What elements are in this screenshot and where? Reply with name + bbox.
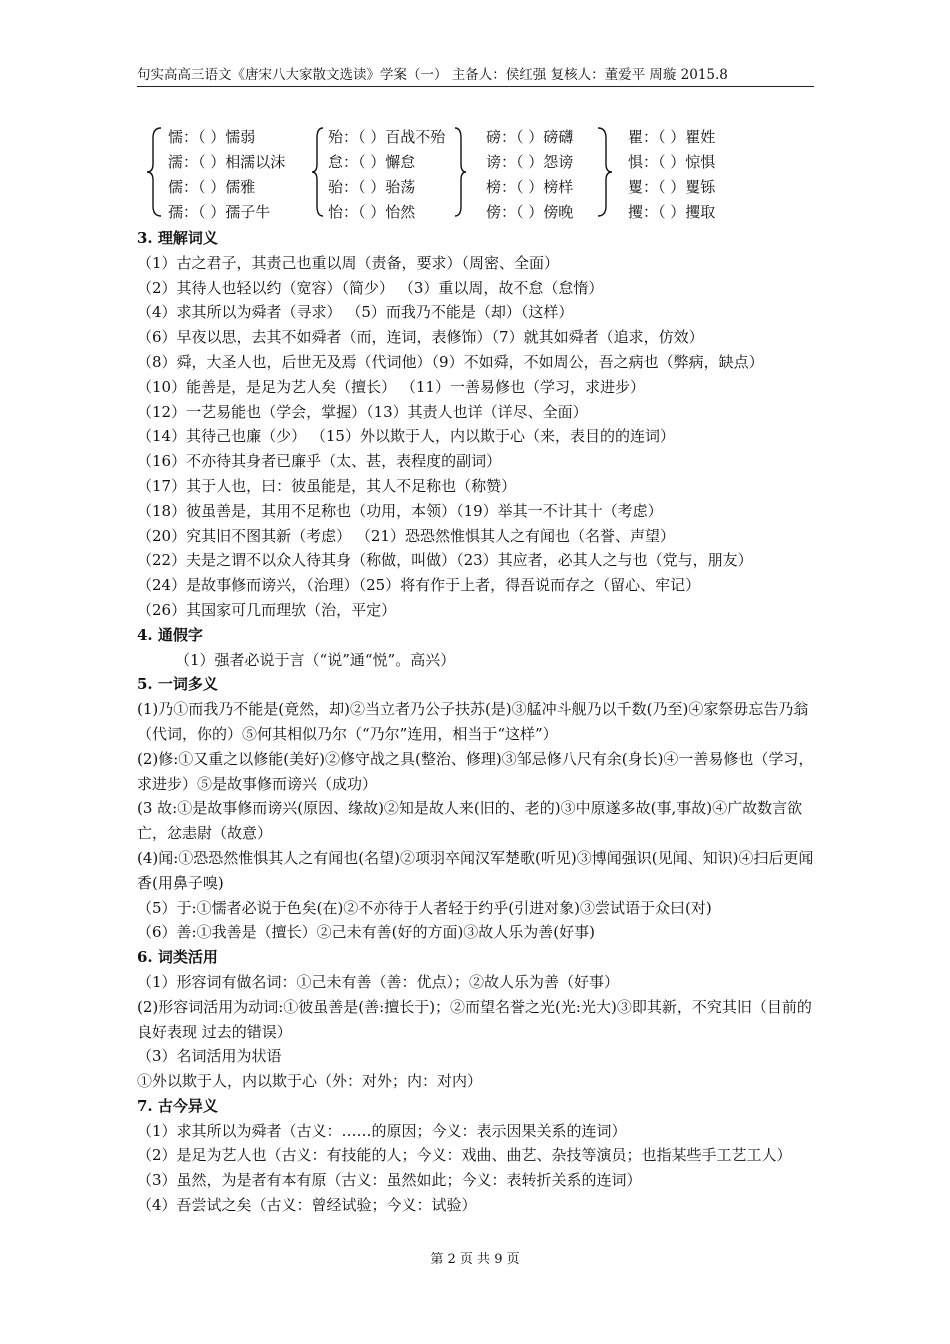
list-item: （1）强者必说于言（“说”通“悦”。高兴）	[175, 650, 456, 669]
char-item: 矍：（ ）矍铄	[628, 178, 716, 196]
main-content	[137, 226, 817, 1218]
char-item: 榜：（ ）榜样	[486, 178, 574, 196]
char-item: 孺：（ ）孺子牛	[168, 203, 271, 221]
list-item: （14）其待己也廉（少） （15）外以欺于人，内以欺于心（来，表目的的连词）	[137, 427, 675, 446]
char-group-2	[328, 125, 445, 225]
list-item: (2)形容词活用为动词:①彼虽善是(善:擅长于)；②而望名誉之光(光:光大)③即其新，不究其旧（目前的良好表现 过去的错误）	[137, 997, 812, 1041]
list-item: （18）彼虽善是，其用不足称也（功用，本领）（19）举其一不计其十（考虑）	[137, 501, 663, 520]
list-item: （6）善:①我善是（擅长）②己未有善(好的方面)③故人乐为善(好事)	[137, 923, 596, 942]
list-item: （4）吾尝试之矣（古义：曾经试验；今义：试验）	[137, 1196, 477, 1215]
list-item: （2）其待人也轻以约（宽容）（简少） （3）重以周，故不怠（怠惰）	[137, 278, 604, 297]
list-item: （12）一艺易能也（学会，掌握）（13）其责人也详（详尽、全面）	[137, 402, 588, 421]
list-item: （20）究其旧不图其新（考虑） （21）恐恐然惟惧其人之有闻也（名誉、声望）	[137, 526, 675, 545]
char-item: 儒：（ ）儒雅	[168, 178, 256, 196]
list-item: （22）夫是之谓不以众人待其身（称做，叫做）（23）其应者，必其人之与也（党与，朋友）	[137, 551, 753, 570]
page-header: 句实高高三语文《唐宋八大家散文选读》学案（一） 主备人：侯红强 复核人：董爱平 周璇 2015.8	[137, 67, 728, 83]
list-item: （1）形容词有做名词：①己未有善（善：优点）；②故人乐为善（好事）	[137, 972, 620, 991]
char-group-1	[168, 125, 285, 225]
list-item: （1）求其所以为舜者（古义：……的原因；今义：表示因果关系的连词）	[137, 1121, 627, 1140]
list-item: （17）其于人也，曰：彼虽能是，其人不足称也（称赞）	[137, 476, 517, 495]
right-brace-group-2	[453, 126, 467, 218]
section-heading: 6. 词类活用	[137, 948, 218, 967]
list-item: （1）古之君子，其责己也重以周（责备，要求）（周密、全面）	[137, 253, 560, 272]
char-item: 谤：（ ）怨谤	[486, 153, 574, 171]
list-item: ①外以欺于人，内以欺于心（外：对外；内：对内）	[137, 1072, 483, 1091]
char-item: 惧：（ ）惊惧	[628, 153, 716, 171]
page-number: 第 2 页 共 9 页	[430, 1252, 520, 1267]
list-item: （4）求其所以为舜者（寻求） （5）而我乃不能是（却）（这样）	[137, 303, 574, 322]
char-item: 濡：（ ）相濡以沫	[168, 153, 286, 171]
list-item: （6）早夜以思，去其不如舜者（而，连词，表修饰）（7）就其如舜者（追求，仿效）	[137, 328, 704, 347]
char-item: 磅：（ ）磅礴	[486, 128, 574, 146]
char-item: 骀：（ ）骀荡	[328, 178, 416, 196]
char-group-4	[628, 125, 715, 225]
list-item: （8）舜，大圣人也，后世无及焉（代词他）（9）不如舜，不如周公，吾之病也（弊病，缺点）	[137, 352, 764, 371]
section-heading: 5. 一词多义	[137, 675, 218, 694]
list-item: (3 故:①是故事修而谤兴(原因、缘故)②知是故人来(旧的、老的)③中原遂多故(事,事故)④广故数言欲亡，忿恚尉（故意）	[137, 799, 803, 843]
right-brace-group-3	[596, 126, 614, 218]
left-brace-group-1	[145, 126, 165, 218]
left-brace-group-2	[311, 126, 325, 218]
char-group-3	[486, 125, 573, 225]
section-heading: 7. 古今异义	[137, 1096, 218, 1115]
list-item: （3）名词活用为状语	[137, 1047, 282, 1066]
char-item: 傍：（ ）傍晚	[486, 203, 574, 221]
char-item: 怠：（ ）懈怠	[328, 153, 416, 171]
list-item: （3）虽然，为是者有本有原（古义：虽然如此；今义：表转折关系的连词）	[137, 1171, 642, 1190]
list-item: （5）于:①懦者必说于色矣(在)②不亦待于人者轻于约乎(引进对象)③尝试语于众曰(对)	[137, 898, 712, 917]
header-divider	[137, 86, 814, 87]
char-item: 怡：（ ）怡然	[328, 203, 416, 221]
char-item: 殆：（ ）百战不殆	[328, 128, 446, 146]
list-item: (4)闻:①恐恐然惟惧其人之有闻也(名望)②项羽卒闻汉军楚歌(听见)③博闻强识(见闻、知识)④扫后更闻香(用鼻子嗅)	[137, 848, 814, 892]
list-item: (2)修:①又重之以修能(美好)②修守战之具(整治、修理)③邹忌修八尺有余(身长)④一善易修也（学习，求进步）⑤是故事修而谤兴（成功）	[137, 749, 814, 793]
list-item: （26）其国家可几而理欤（治，平定）	[137, 600, 397, 619]
list-item: （2）是足为艺人也（古义：有技能的人；今义：戏曲、曲艺、杂技等演员；也指某些手工艺工人）	[137, 1146, 792, 1165]
char-item: 懦：（ ）懦弱	[168, 128, 256, 146]
list-item: （16）不亦待其身者已廉乎（太、甚，表程度的副词）	[137, 452, 502, 471]
char-item: 瞿：（ ）瞿姓	[628, 128, 716, 146]
list-item: （24）是故事修而谤兴，（治理）（25）将有作于上者，得吾说而存之（留心、牢记）	[137, 576, 701, 595]
section-heading: 4. 通假字	[137, 625, 203, 644]
list-item: （10）能善是，是足为艺人矣（擅长） （11）一善易修也（学习，求进步）	[137, 377, 645, 396]
section-heading: 3. 理解词义	[137, 229, 218, 247]
list-item: (1)乃①而我乃不能是(竟然，却)②当立者乃公子扶苏(是)③艋冲斗舰乃以千数(乃至)④家祭毋忘告乃翁（代词，你的）⑤何其相似乃尔（“乃尔”连用，相当于“这样”）	[137, 700, 809, 743]
char-item: 攫：（ ）攫取	[628, 203, 716, 221]
